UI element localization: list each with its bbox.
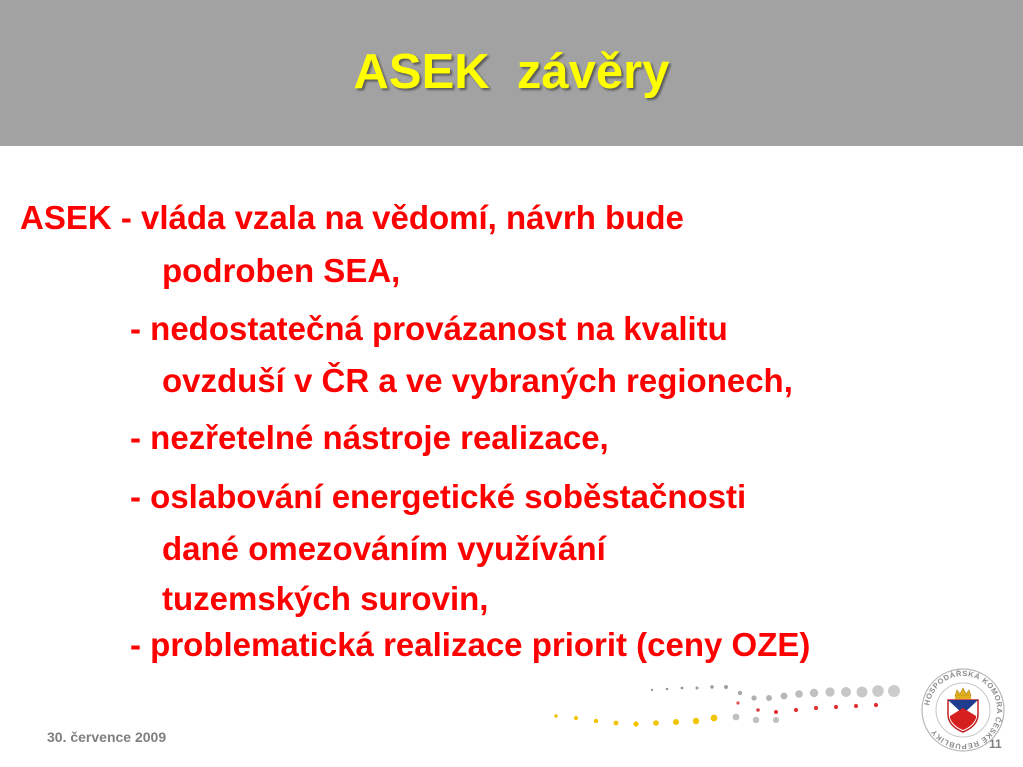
logo-seal-text: HOSPODÁŘSKÁ KOMORA ČESKÉ REPUBLIKY bbox=[922, 668, 1005, 752]
body-line-9: - problematická realizace priorit (ceny OZE) bbox=[130, 626, 811, 663]
chamber-of-commerce-logo bbox=[915, 664, 1011, 754]
slide-title: ASEK závěry bbox=[353, 45, 670, 99]
page-number: 11 bbox=[989, 737, 1002, 751]
body-line-1: ASEK - vláda vzala na vědomí, návrh bude bbox=[20, 199, 684, 236]
body-line-4: ovzduší v ČR a ve vybraných regionech, bbox=[162, 362, 793, 399]
body-line-8: tuzemských surovin, bbox=[162, 580, 489, 617]
decorative-dots bbox=[540, 665, 910, 735]
body-line-3: - nedostatečná provázanost na kvalitu bbox=[130, 310, 728, 347]
body-line-5: - nezřetelné nástroje realizace, bbox=[130, 419, 609, 456]
body-line-6: - oslabování energetické soběstačnosti bbox=[130, 478, 747, 515]
body-line-7: dané omezováním využívání bbox=[162, 530, 606, 567]
slide-date: 30. července 2009 bbox=[47, 729, 167, 745]
body-line-2: podroben SEA, bbox=[162, 252, 401, 289]
